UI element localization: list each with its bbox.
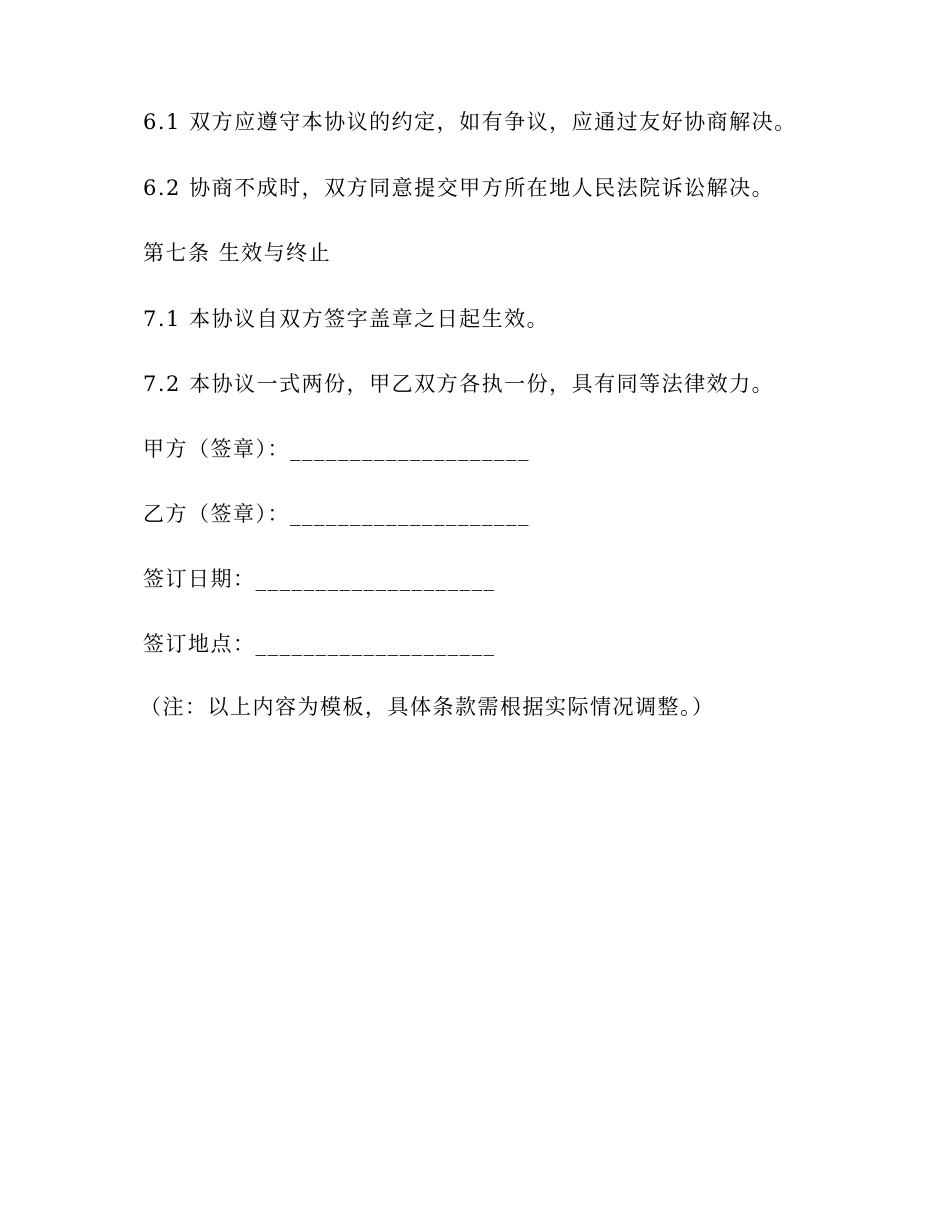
party-a-signature-blank: ____________________: [290, 437, 530, 461]
signing-date-row: [143, 565, 496, 593]
clause-7-1: 7.1 本协议自双方签字盖章之日起生效。: [143, 307, 550, 331]
clause-6-2: 6.2 协商不成时，双方同意提交甲方所在地人民法院诉讼解决。: [143, 176, 775, 200]
party-a-signature-row: [143, 435, 530, 463]
article-7-heading: 第七条 生效与终止: [143, 241, 332, 265]
party-b-signature-row: [143, 500, 530, 528]
clause-7-2: 7.2 本协议一式两份，甲乙双方各执一份，具有同等法律效力。: [143, 372, 775, 396]
party-b-signature-blank: ____________________: [290, 502, 530, 526]
signing-place-blank: ____________________: [255, 632, 496, 656]
signing-place-row: [143, 630, 496, 658]
signing-place-label: 签订地点：: [143, 632, 256, 656]
signing-date-blank: ____________________: [255, 567, 496, 591]
template-note: （注：以上内容为模板，具体条款需根据实际情况调整。）: [140, 695, 715, 719]
clause-6-1: 6.1 双方应遵守本协议的约定，如有争议，应通过友好协商解决。: [143, 110, 797, 134]
signing-date-label: 签订日期：: [143, 567, 256, 591]
party-a-label: 甲方（签章）：: [143, 437, 290, 461]
party-b-label: 乙方（签章）：: [143, 502, 290, 526]
